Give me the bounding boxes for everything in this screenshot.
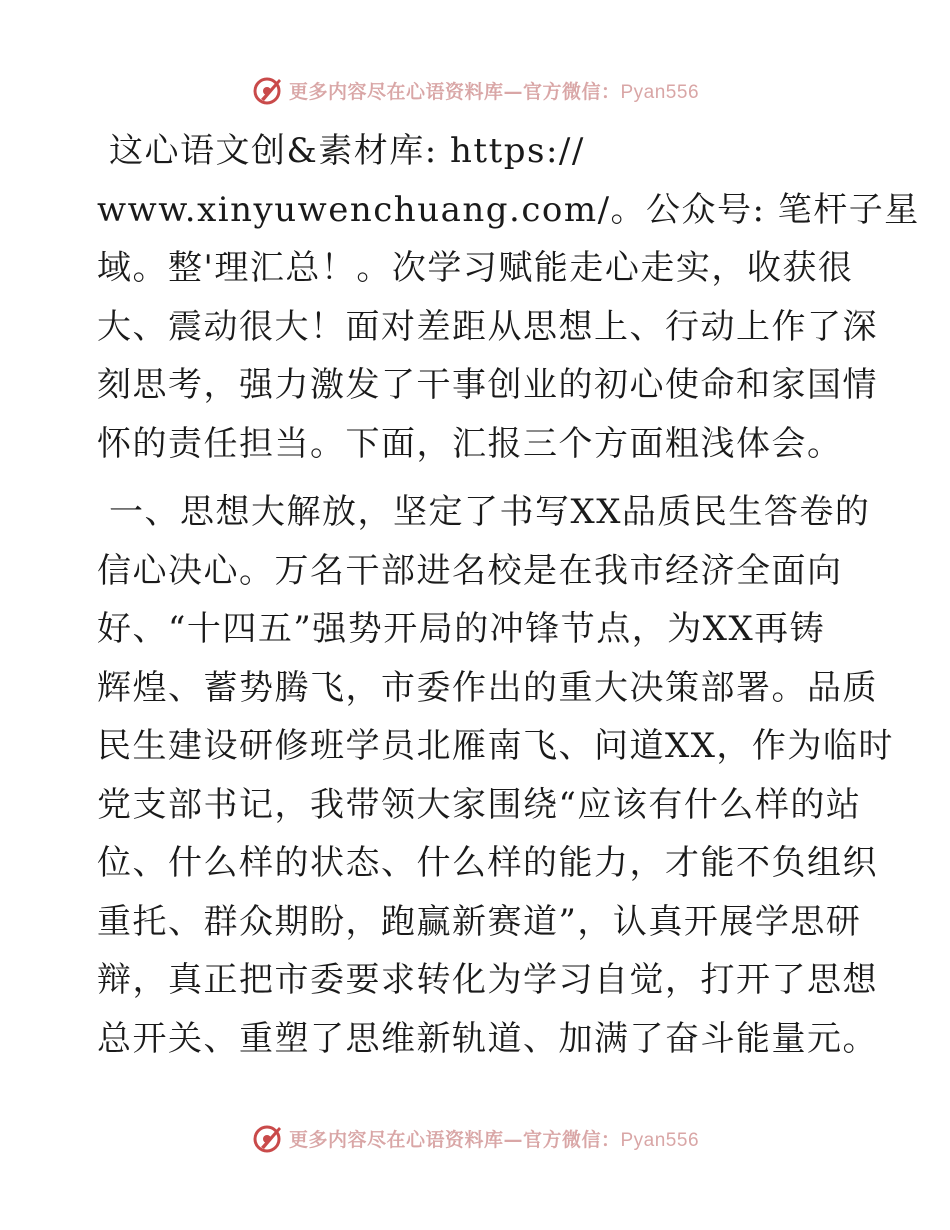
text-line: 一、思想大解放，坚定了书写XX品质民生答卷的: [109, 492, 871, 532]
footer-watermark: [0, 1118, 950, 1158]
document-body: [97, 122, 920, 1068]
text-line: 辩，真正把市委要求转化为学习自觉，打开了思想: [97, 960, 878, 1000]
text-line: www.xinyuwenchuang.com/。公众号: 笔杆子星: [97, 189, 920, 230]
text-line: 民生建设研修班学员北雁南飞、问道XX，作为临时: [97, 726, 894, 766]
header-watermark: [0, 70, 950, 110]
text-line: 这心语文创&素材库: https://: [109, 131, 585, 171]
text-line: 信心决心。万名干部进名校是在我市经济全面向: [97, 550, 843, 591]
text-line: 党支部书记，我带领大家围绕“应该有什么样的站: [97, 784, 862, 825]
text-line: 刻思考，强力激发了干事创业的初心使命和家国情: [97, 365, 878, 405]
text-line: 辉煌、蓄势腾飞，市委作出的重大决策部署。品质: [97, 667, 878, 708]
text-line: 好、“十四五”强势开局的冲锋节点，为XX再铸: [97, 609, 826, 649]
text-line: 位、什么样的状态、什么样的能力，才能不负组织: [97, 843, 878, 883]
text-line: 总开关、重塑了思维新轨道、加满了奋斗能量元。: [97, 1018, 878, 1059]
paragraph-2: [97, 483, 894, 1068]
text-line: 怀的责任担当。下面，汇报三个方面粗浅体会。: [97, 423, 843, 464]
paragraph-1: [97, 122, 920, 473]
quill-logo-icon: [251, 1121, 285, 1155]
watermark-text: 更多内容尽在心语资料库—官方微信：Pyan556: [288, 1128, 700, 1151]
text-line: 重托、群众期盼，跑赢新赛道”，认真开展学思研: [97, 901, 862, 942]
watermark-text: 更多内容尽在心语资料库—官方微信：Pyan556: [288, 80, 700, 103]
quill-logo-icon: [251, 73, 285, 107]
text-line: 大、震动很大！面对差距从思想上、行动上作了深: [97, 306, 878, 347]
text-line: 域。整'理汇总！。次学习赋能走心走实，收获很: [97, 248, 854, 288]
